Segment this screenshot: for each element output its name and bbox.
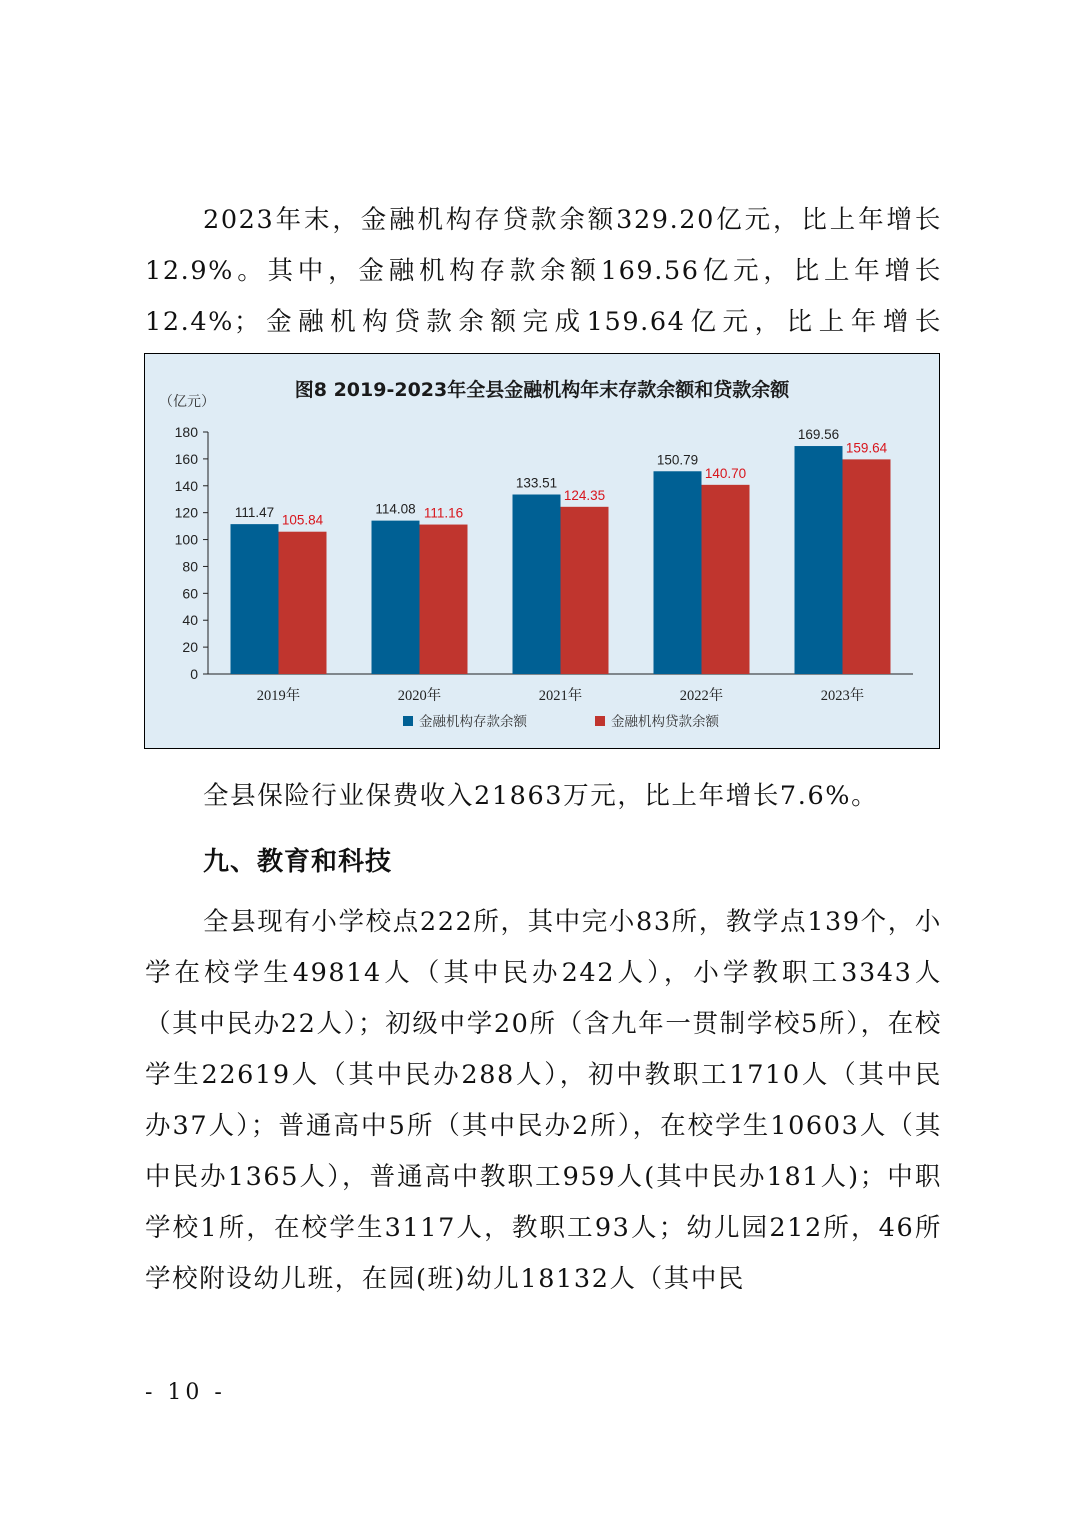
loan-value-label: 105.84: [281, 512, 324, 528]
deposit-bar: [654, 471, 702, 674]
loan-bar: [702, 485, 750, 674]
deposit-bar: [513, 495, 561, 674]
paragraph-finance: 2023年末，金融机构存贷款余额329.20亿元，比上年增长12.9%。其中，金融机构存款余额169.56亿元，比上年增长12.4%；金融机构贷款余额完成159.64亿元，比上年增长: [145, 205, 942, 337]
loan-value-label: 124.35: [563, 487, 606, 503]
deposit-value-label: 114.08: [375, 501, 416, 517]
loan-value-label: 159.64: [845, 440, 888, 456]
x-tick-label: 2021年: [538, 688, 583, 704]
deposit-value-label: 169.56: [797, 427, 840, 443]
loan-bar: [279, 532, 327, 674]
y-axis-unit: （亿元）: [159, 394, 215, 410]
y-tick-label: 0: [190, 666, 198, 682]
deposit-value-label: 111.47: [234, 505, 275, 521]
y-tick-label: 160: [174, 450, 198, 467]
x-tick-label: 2020年: [397, 688, 442, 704]
y-tick-label: 60: [182, 585, 198, 602]
legend-loan-swatch: [595, 716, 605, 726]
legend-deposit-label: 金融机构存款余额: [419, 714, 527, 730]
paragraph-insurance: 全县保险行业保费收入21863万元，比上年增长7.6%。: [203, 781, 879, 811]
loan-bar: [420, 525, 468, 674]
paragraph-education: 全县现有小学校点222所，其中完小83所，教学点139个，小学在校学生49814人（其中民办242人），小学教职工3343人（其中民办22人）；初级中学20所（含九年一贯制学校5所），在校学生22619人（其中民办288人），初中教职工1710人（其中民办37人）；普通高中5所（其中民办2所），在校学生10603人（其中民办1365人），普通高中教职工959人(其中民办181人)；中职学校1所，在校学生3117人，教职工93人；幼儿园212所，46所学校附设幼儿班，在园(班)幼儿18132人（其中民: [145, 907, 942, 1294]
x-tick-label: 2022年: [679, 688, 724, 704]
legend-deposit-swatch: [403, 716, 413, 726]
section-heading-education: 九、教育和科技: [203, 847, 393, 877]
chart-title: 图8 2019-2023年全县金融机构年末存款余额和贷款余额: [294, 379, 790, 401]
chart-svg: [145, 354, 939, 748]
loan-value-label: 111.16: [423, 505, 464, 521]
y-tick-label: 40: [182, 612, 198, 629]
loan-bar: [561, 507, 609, 674]
x-tick-label: 2019年: [256, 688, 301, 704]
y-tick-label: 180: [174, 424, 198, 440]
x-tick-label: 2023年: [820, 688, 865, 704]
deposit-bar: [372, 521, 420, 674]
y-tick-label: 20: [182, 639, 198, 656]
deposit-bar: [231, 524, 279, 674]
loan-bar: [843, 459, 891, 674]
y-tick-label: 140: [174, 477, 198, 494]
y-tick-label: 100: [174, 531, 198, 548]
loan-value-label: 140.70: [704, 465, 747, 481]
deposit-value-label: 133.51: [515, 475, 558, 491]
deposit-bar: [795, 446, 843, 674]
finance-chart: [144, 353, 940, 749]
y-tick-label: 80: [182, 558, 198, 575]
deposit-value-label: 150.79: [656, 452, 699, 468]
legend-loan-label: 金融机构贷款余额: [611, 714, 719, 730]
page-number: - 10 -: [145, 1380, 226, 1405]
y-tick-label: 120: [174, 504, 198, 521]
